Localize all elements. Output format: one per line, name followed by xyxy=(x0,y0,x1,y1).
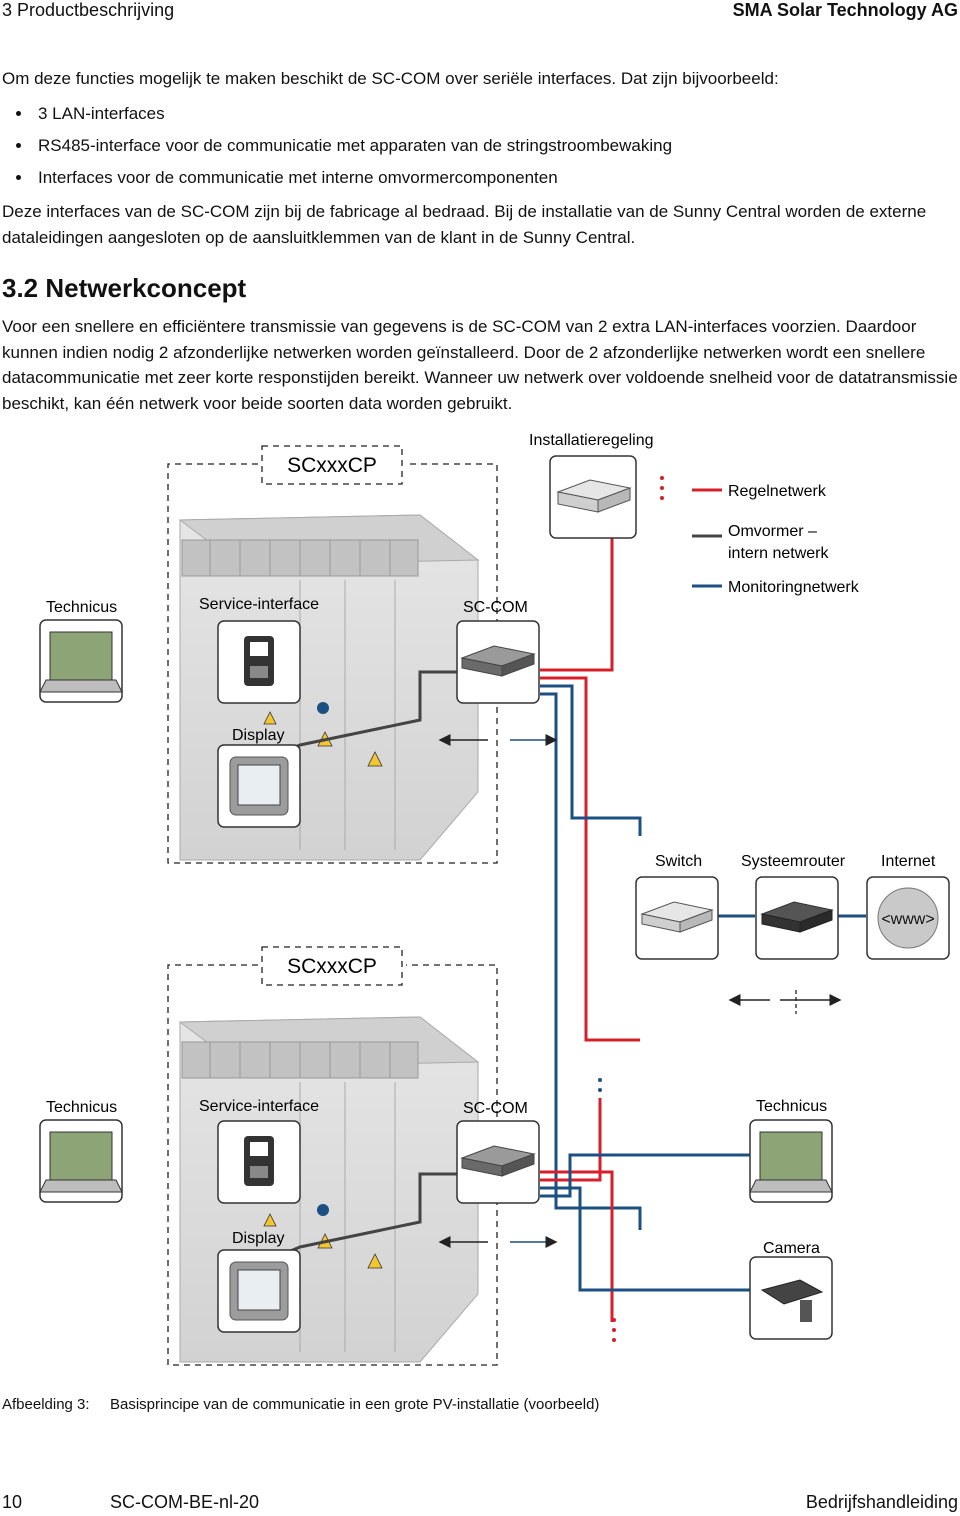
company-header: SMA Solar Technology AG xyxy=(732,0,958,20)
chapter-header: 3 Productbeschrijving xyxy=(2,0,175,20)
internet-label: Internet xyxy=(881,853,936,870)
camera-icon xyxy=(750,1257,832,1339)
laptop-icon xyxy=(40,620,122,702)
figure-caption-label: Afbeelding 3: xyxy=(2,1396,90,1413)
legend-regelnetwerk-label: Regelnetwerk xyxy=(728,483,826,500)
section-title: 3.2 Netwerkconcept xyxy=(2,273,247,303)
sccom-device xyxy=(457,621,539,703)
document-code: SC-COM-BE-nl-20 xyxy=(110,1492,260,1512)
switch-label: Switch xyxy=(655,853,703,870)
sccom-device xyxy=(457,1121,539,1203)
sccom-label: SC-COM xyxy=(463,1100,528,1117)
display-label: Display xyxy=(232,727,285,744)
legend xyxy=(692,490,722,586)
systeemrouter-label: Systeemrouter xyxy=(741,853,846,870)
figure-caption-text: Basisprincipe van de communicatie in een grote PV-installatie (voorbeeld) xyxy=(110,1396,600,1413)
legend-omvormer-label: Omvormer – xyxy=(728,523,817,540)
page-number: 10 xyxy=(2,1492,23,1512)
service-interface-label: Service-interface xyxy=(199,1098,320,1115)
display-device xyxy=(218,745,300,827)
display-label: Display xyxy=(232,1230,285,1247)
www-label: <www> xyxy=(881,911,935,928)
service-interface-label: Service-interface xyxy=(199,596,320,613)
technicus-right-label: Technicus xyxy=(756,1098,828,1115)
list-item: Interfaces voor de communicatie met interne omvormercomponenten xyxy=(0,164,672,196)
document-type: Bedrijfshandleiding xyxy=(805,1492,958,1512)
intro-lead: Om deze functies mogelijk te maken beschikt de SC-COM over seriële interfaces. Dat zijn bijvoorbeeld: xyxy=(2,69,779,88)
installatieregeling-device xyxy=(550,456,636,538)
laptop-icon xyxy=(750,1120,832,1202)
sccom-label: SC-COM xyxy=(463,599,528,616)
internet-globe-icon xyxy=(867,877,949,959)
service-interface-device xyxy=(218,621,300,703)
legend-omvormer-label-2: intern netwerk xyxy=(728,545,829,562)
installatieregeling-label: Installatieregeling xyxy=(529,432,654,449)
service-interface-device xyxy=(218,1121,300,1203)
list-item: RS485-interface voor de communicatie met apparaten van de stringstroombewaking xyxy=(0,132,672,164)
laptop-icon xyxy=(40,1120,122,1202)
scxxxcp-label-top: SCxxxCP xyxy=(287,454,377,477)
list-item: 3 LAN-interfaces xyxy=(0,100,672,132)
technicus-label: Technicus xyxy=(46,1099,118,1116)
camera-label: Camera xyxy=(763,1240,820,1257)
legend-monitoringnetwerk-label: Monitoringnetwerk xyxy=(728,579,859,596)
technicus-label: Technicus xyxy=(46,599,118,616)
intro-paragraph: Deze interfaces van de SC-COM zijn bij de fabricage al bedraad. Bij de installatie van de Sunny Central worden de externe dataleidingen aangesloten op de aansluitklemmen van de klant in de Sunny Central. xyxy=(2,202,927,247)
display-device xyxy=(218,1250,300,1332)
scxxxcp-label-bottom: SCxxxCP xyxy=(287,955,377,978)
systeemrouter-device xyxy=(756,877,838,959)
section-paragraph: Voor een snellere en efficiëntere transmissie van gegevens is de SC-COM van 2 extra LAN-interfaces voorzien. Daardoor kunnen indien nodig 2 afzonderlijke netwerken worden geïnstalleerd. Door de 2 afzonderlijke netwerken wordt een snellere datacommunicatie met zeer korte responstijden bereikt. Wanneer uw netwerk over voldoende snelheid voor de datatransmissie beschikt, kan één netwerk voor beide soorten data worden gebruikt. xyxy=(2,317,958,413)
switch-device xyxy=(636,877,718,959)
